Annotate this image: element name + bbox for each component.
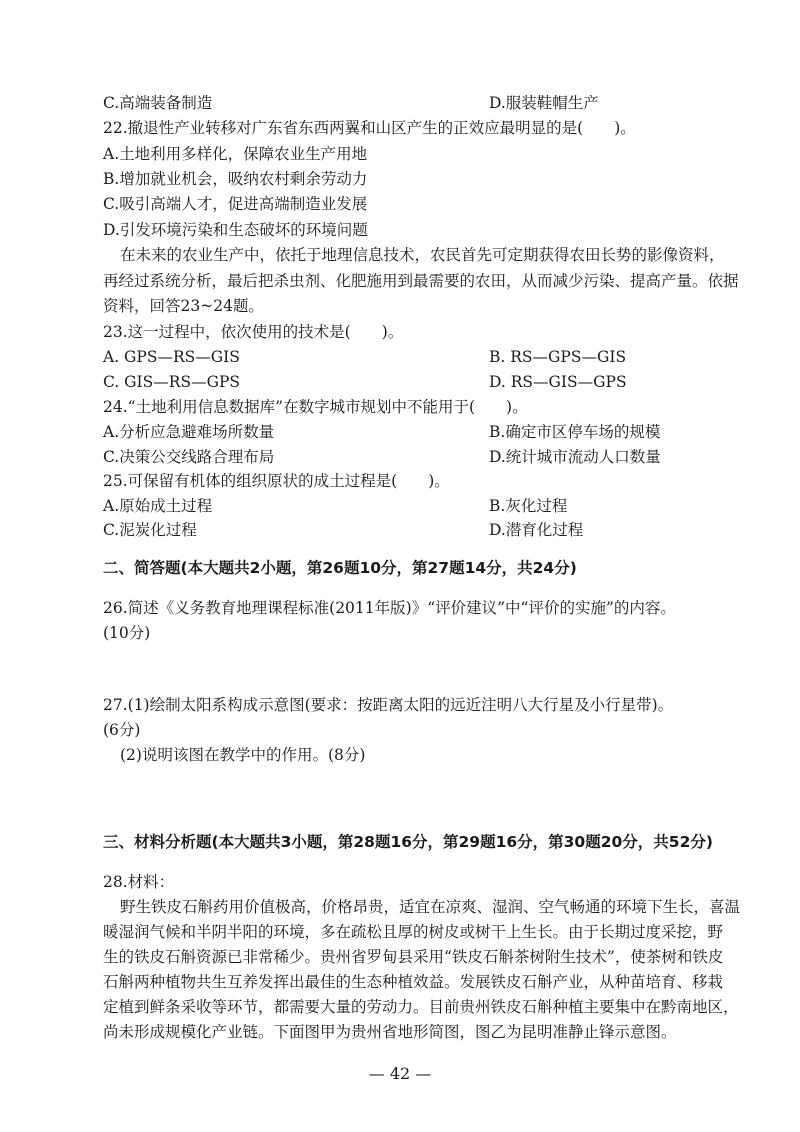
question-23: 23.这一过程中，依次使用的技术是( )。	[103, 323, 404, 341]
passage-line-1: 在未来的农业生产中，依托于地理信息技术，农民首先可定期获得农田长势的影像资料，	[120, 246, 725, 264]
question-25-option-b: B.灰化过程	[489, 497, 568, 515]
question-26: 26.简述《义务教育地理课程标准(2011年版)》“评价建议”中“评价的实施”的内容。	[103, 599, 676, 617]
question-25-option-a: A.原始成土过程	[103, 497, 213, 515]
material-line-6: 尚未形成规模化产业链。下面图甲为贵州省地形简图，图乙为昆明准静止锋示意图。	[103, 1023, 677, 1041]
passage-line-2: 再经过系统分析，最后把杀虫剂、化肥施用到最需要的农田，从而减少污染、提高产量。依据	[103, 272, 739, 290]
option-c-prev: C.高端装备制造	[103, 94, 213, 112]
question-24-option-d: D.统计城市流动人口数量	[489, 448, 661, 466]
question-22-option-d: D.引发环境污染和生态破坏的环境问题	[103, 221, 368, 239]
question-25-option-c: C.泥炭化过程	[103, 521, 197, 539]
question-24-options-cd	[103, 445, 661, 469]
question-24: 24.“土地利用信息数据库”在数字城市规划中不能用于( )。	[103, 398, 528, 416]
question-25: 25.可保留有机体的组织原状的成土过程是( )。	[103, 472, 450, 490]
material-line-2: 暖湿润气候和半阴半阳的环境，多在疏松且厚的树皮或树干上生长。由于长期过度采挖，野	[103, 923, 724, 941]
section-3-heading: 三、材料分析题(本大题共3小题，第28题16分，第29题16分，第30题20分，共52分)	[103, 833, 713, 851]
option-22-preceding-row	[103, 91, 599, 115]
question-23-option-a: A. GPS—RS—GIS	[103, 348, 240, 366]
question-28: 28.材料：	[103, 873, 175, 891]
question-23-option-c: C. GIS—RS—GPS	[103, 373, 241, 391]
question-24-options-ab	[103, 420, 661, 444]
material-line-4: 石斛两种植物共生互养发挥出最佳的生态种植效益。发展铁皮石斛产业，从种苗培育、移栽	[103, 973, 724, 991]
question-22: 22.撤退性产业转移对广东省东西两翼和山区产生的正效应最明显的是( )。	[103, 119, 636, 137]
section-2-heading: 二、简答题(本大题共2小题，第26题10分，第27题14分，共24分)	[103, 559, 577, 577]
option-d-prev: D.服装鞋帽生产	[489, 94, 599, 112]
question-27-part-1: 27.(1)绘制太阳系构成示意图(要求：按距离太阳的远近注明八大行星及小行星带)。	[103, 696, 674, 714]
question-24-option-b: B.确定市区停车场的规模	[489, 423, 661, 441]
question-27-part-1-score: (6分)	[103, 721, 141, 739]
material-line-3: 生的铁皮石斛资源已非常稀少。贵州省罗甸县采用“铁皮石斛茶树附生技术”，使茶树和铁皮	[103, 948, 724, 966]
question-23-option-d: D. RS—GIS—GPS	[489, 373, 627, 391]
question-27-part-2: (2)说明该图在教学中的作用。(8分)	[120, 746, 366, 764]
question-25-options-cd	[103, 518, 584, 542]
passage-line-3: 资料，回答23~24题。	[103, 297, 264, 315]
question-23-options-ab	[103, 345, 627, 369]
page-number: — 42 —	[368, 1064, 432, 1083]
question-22-option-c: C.吸引高端人才，促进高端制造业发展	[103, 195, 368, 213]
question-25-options-ab	[103, 494, 568, 518]
question-25-option-d: D.潜育化过程	[489, 521, 584, 539]
question-24-option-c: C.决策公交线路合理布局	[103, 448, 275, 466]
question-22-option-a: A.土地利用多样化，保障农业生产用地	[103, 145, 368, 163]
question-24-option-a: A.分析应急避难场所数量	[103, 423, 275, 441]
question-23-option-b: B. RS—GPS—GIS	[489, 348, 627, 366]
material-line-1: 野生铁皮石斛药用价值极高，价格昂贵，适宜在凉爽、湿润、空气畅通的环境下生长，喜温	[120, 898, 741, 916]
question-23-options-cd	[103, 370, 627, 394]
question-22-option-b: B.增加就业机会，吸纳农村剩余劳动力	[103, 170, 368, 188]
material-line-5: 定植到鲜条采收等环节，都需要大量的劳动力。目前贵州铁皮石斛种植主要集中在黔南地区，	[103, 998, 739, 1016]
question-26-score: (10分)	[103, 624, 151, 642]
